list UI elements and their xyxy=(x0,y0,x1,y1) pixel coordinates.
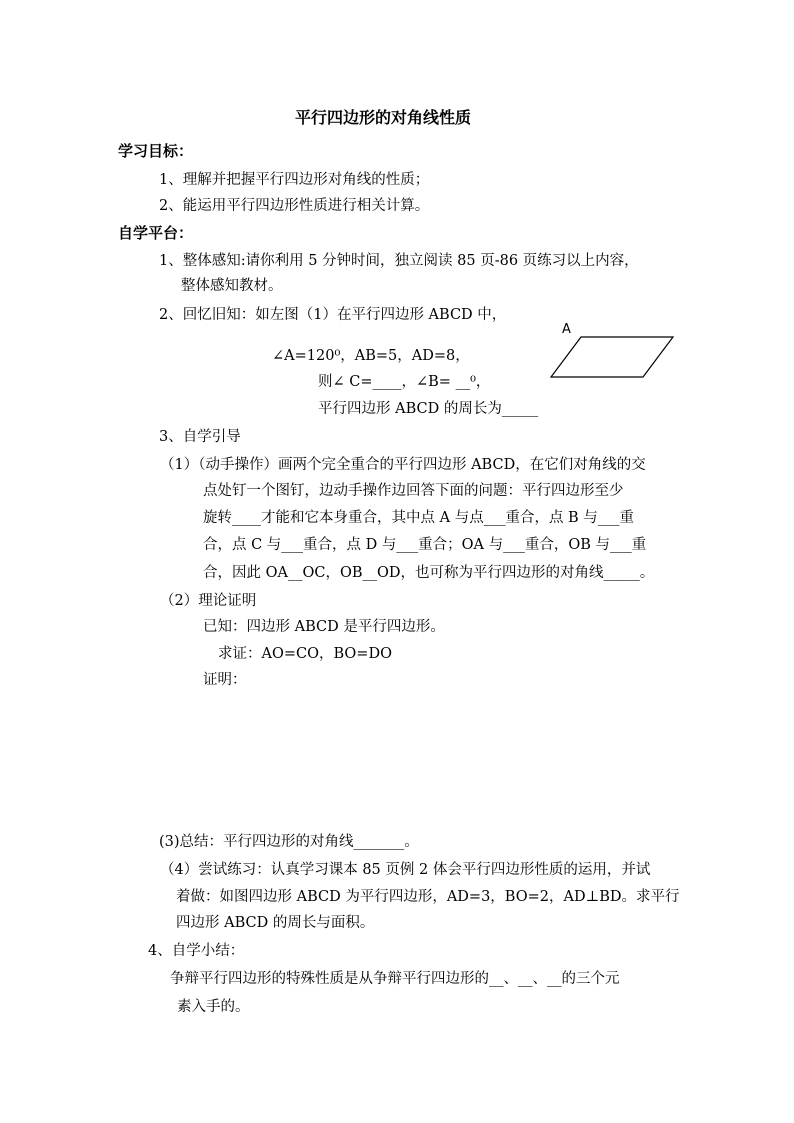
part1-line3: 旋转____才能和它本身重合，其中点 A 与点___重合，点 B 与___重 xyxy=(203,510,635,526)
step4-heading: 4、自学小结： xyxy=(148,943,245,959)
objective-item-2: 2、能运用平行四边形性质进行相关计算。 xyxy=(159,198,430,214)
step1-line1: 1、整体感知:请你利用 5 分钟时间，独立阅读 85 页-86 页练习以上内容， xyxy=(159,253,639,269)
step2-line3: 则∠ C=____，∠B= __⁰， xyxy=(318,374,491,390)
step4-line1: 争辩平行四边形的特殊性质是从争辩平行四边形的__、__、__的三个元 xyxy=(170,971,620,987)
objectives-heading: 学习目标： xyxy=(118,142,194,160)
objective-item-1: 1、理解并把握平行四边形对角线的性质； xyxy=(159,172,430,188)
part2-prove: 求证：AO=CO，BO=DO xyxy=(218,646,392,662)
step2-line2: ∠A=120⁰，AB=5，AD=8， xyxy=(272,348,470,364)
part1-line4: 合，点 C 与___重合，点 D 与___重合；OA 与___重合，OB 与___重 xyxy=(203,537,647,553)
part4-line1: （4）尝试练习：认真学习课本 85 页例 2 体会平行四边形性质的运用，并试 xyxy=(160,862,651,878)
part2-given: 已知：四边形 ABCD 是平行四边形。 xyxy=(203,619,445,635)
step4-line2: 素入手的。 xyxy=(177,999,250,1015)
part3-summary: (3)总结：平行四边形的对角线_______。 xyxy=(159,834,419,850)
parallelogram-figure xyxy=(548,334,678,382)
figure-label-a: A xyxy=(562,322,571,337)
part2-heading: （2）理论证明 xyxy=(160,593,257,609)
self-study-heading: 自学平台： xyxy=(118,224,194,242)
step1-line2: 整体感知教材。 xyxy=(181,278,283,294)
part4-line3: 四边形 ABCD 的周长与面积。 xyxy=(176,915,375,931)
part1-line1: （1）（动手操作）画两个完全重合的平行四边形 ABCD，在它们对角线的交 xyxy=(160,457,646,473)
part2-proof: 证明： xyxy=(203,672,247,688)
part1-line5: 合，因此 OA__OC，OB__OD，也可称为平行四边形的对角线_____。 xyxy=(203,565,655,581)
part1-line2: 点处钉一个图钉，边动手操作边回答下面的问题：平行四边形至少 xyxy=(203,483,624,499)
page-title: 平行四边形的对角线性质 xyxy=(295,108,472,127)
step3-heading: 3、自学引导 xyxy=(159,429,241,445)
step2-line4: 平行四边形 ABCD 的周长为_____ xyxy=(318,401,539,417)
step2-line1: 2、回忆旧知：如左图（1）在平行四边形 ABCD 中， xyxy=(159,307,507,323)
part4-line2: 着做：如图四边形 ABCD 为平行四边形，AD=3，BO=2，AD⊥BD。求平行 xyxy=(176,889,680,905)
